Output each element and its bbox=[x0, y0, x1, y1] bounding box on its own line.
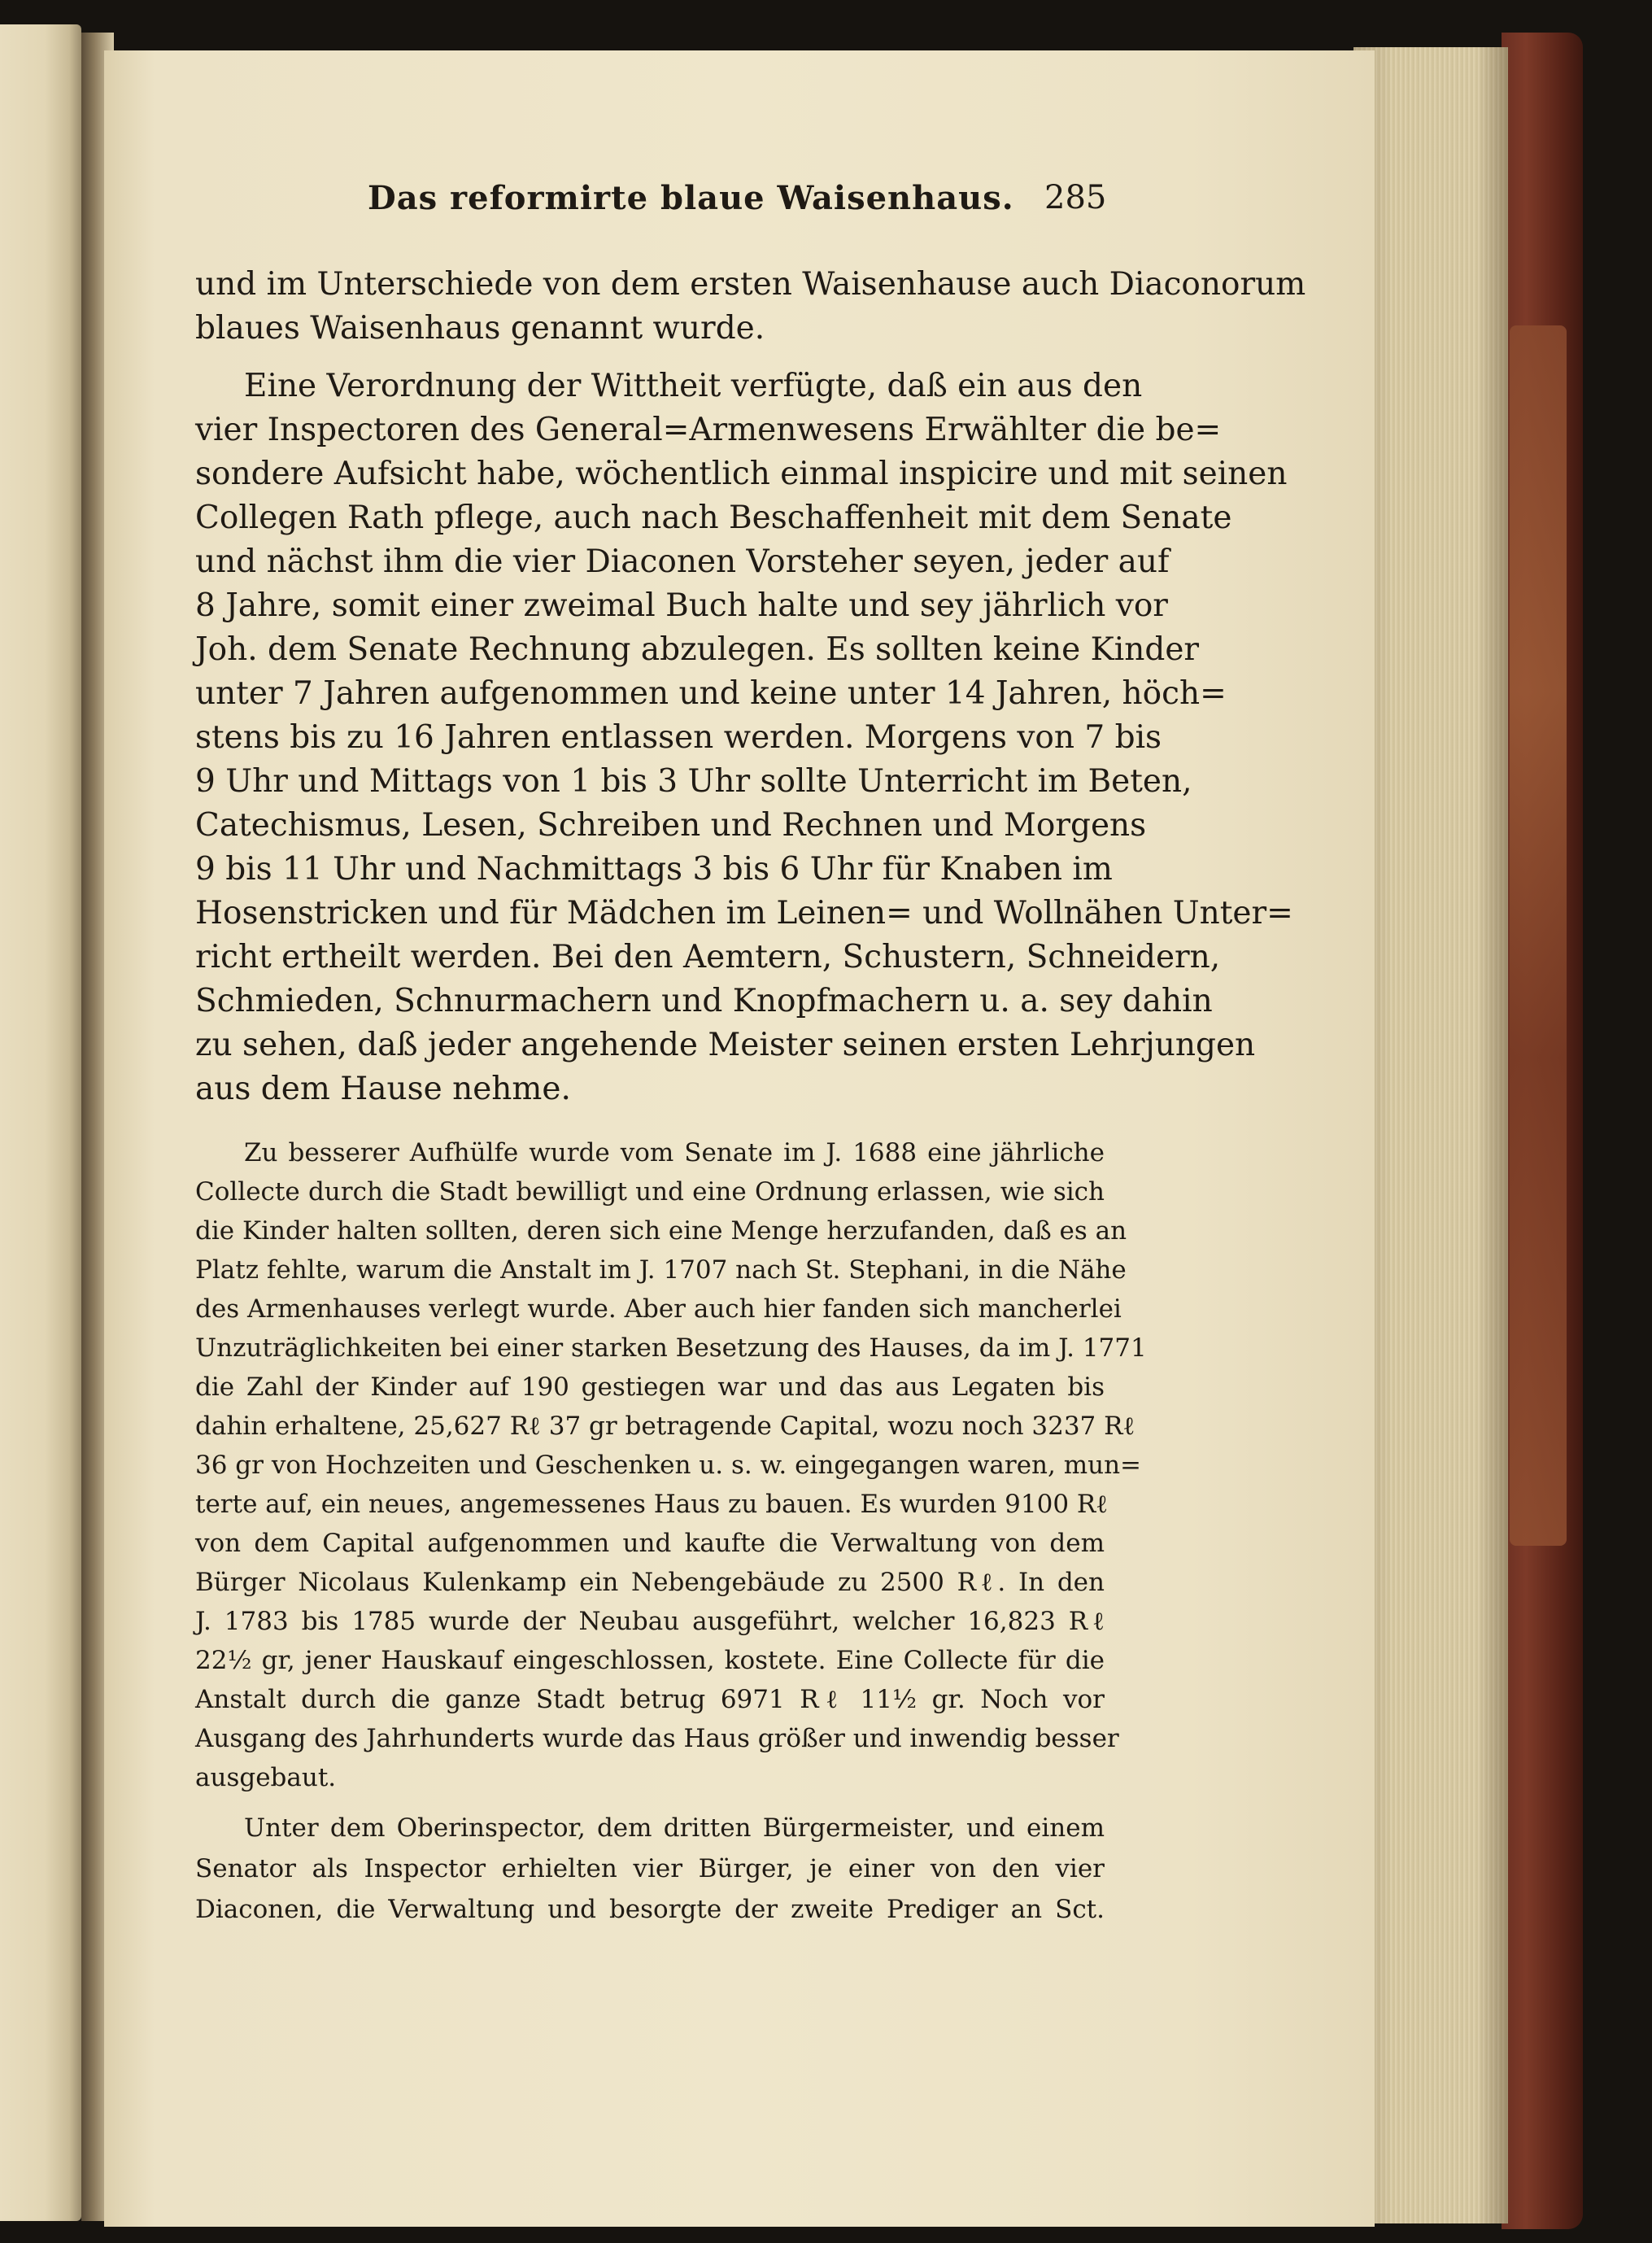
small-print-line: Platz fehlte, warum die Anstalt im J. 1707 nach St. Stephani, in die Nähe bbox=[195, 1255, 1127, 1285]
small-print-line: 22½ gr, jener Hauskauf eingeschlossen, kostete. Eine Collecte für die bbox=[195, 1646, 1105, 1675]
small-print-line: die Kinder halten sollten, deren sich eine Menge herzufanden, daß es an bbox=[195, 1216, 1127, 1246]
body-line: und im Unterschiede von dem ersten Waisenhause auch Diaconorum bbox=[195, 266, 1306, 303]
facing-page-edge bbox=[0, 24, 81, 2221]
small-print-line: des Armenhauses verlegt wurde. Aber auch hier fanden sich mancherlei bbox=[195, 1294, 1122, 1324]
body-line: 9 bis 11 Uhr und Nachmittags 3 bis 6 Uhr für Knaben im bbox=[195, 851, 1113, 888]
body-line: unter 7 Jahren aufgenommen und keine unter 14 Jahren, höch= bbox=[195, 675, 1227, 712]
body-line: 9 Uhr und Mittags von 1 bis 3 Uhr sollte Unterricht im Beten, bbox=[195, 763, 1192, 800]
body-line: Hosenstricken und für Mädchen im Leinen= und Wollnähen Unter= bbox=[195, 895, 1293, 932]
body-line: und nächst ihm die vier Diaconen Vorsteher seyen, jeder auf bbox=[195, 543, 1170, 580]
body-line: blaues Waisenhaus genannt wurde. bbox=[195, 310, 765, 347]
body-line: richt ertheilt werden. Bei den Aemtern, Schustern, Schneidern, bbox=[195, 939, 1221, 975]
running-header-title: Das reformirte blaue Waisenhaus. bbox=[368, 179, 1014, 217]
small-print-line: J. 1783 bis 1785 wurde der Neubau ausgeführt, welcher 16,823 Rℓ bbox=[195, 1607, 1105, 1636]
body-line: Catechismus, Lesen, Schreiben und Rechnen und Morgens bbox=[195, 807, 1147, 844]
small-print-line: dahin erhaltene, 25,627 Rℓ 37 gr betragende Capital, wozu noch 3237 Rℓ bbox=[195, 1412, 1135, 1441]
small-print-line: ausgebaut. bbox=[195, 1763, 337, 1792]
body-line: Eine Verordnung der Wittheit verfügte, daß ein aus den bbox=[244, 368, 1143, 404]
body-line: aus dem Hause nehme. bbox=[195, 1071, 571, 1107]
body-line: sondere Aufsicht habe, wöchentlich einmal inspicire und mit seinen bbox=[195, 456, 1288, 492]
small-print-line: Anstalt durch die ganze Stadt betrug 6971 Rℓ 11½ gr. Noch vor bbox=[195, 1685, 1105, 1714]
small-print-line: Senator als Inspector erhielten vier Bürger, je einer von den vier bbox=[195, 1854, 1105, 1883]
small-print-line: von dem Capital aufgenommen und kaufte die Verwaltung von dem bbox=[195, 1529, 1105, 1558]
small-print-line: terte auf, ein neues, angemessenes Haus zu bauen. Es wurden 9100 Rℓ bbox=[195, 1490, 1109, 1519]
small-print-line: Zu besserer Aufhülfe wurde vom Senate im J. 1688 eine jährliche bbox=[244, 1138, 1105, 1167]
body-line: 8 Jahre, somit einer zweimal Buch halte und sey jährlich vor bbox=[195, 587, 1168, 624]
body-line: Schmieden, Schnurmachern und Knopfmachern u. a. sey dahin bbox=[195, 983, 1213, 1019]
small-print-line: Unter dem Oberinspector, dem dritten Bürgermeister, und einem bbox=[244, 1813, 1105, 1843]
body-line: stens bis zu 16 Jahren entlassen werden. Morgens von 7 bis bbox=[195, 719, 1162, 756]
cover-worn-patch bbox=[1510, 325, 1567, 1546]
small-print-line: Collecte durch die Stadt bewilligt und eine Ordnung erlassen, wie sich bbox=[195, 1177, 1105, 1207]
body-line: Collegen Rath pflege, auch nach Beschaffenheit mit dem Senate bbox=[195, 500, 1232, 536]
body-line: Joh. dem Senate Rechnung abzulegen. Es sollten keine Kinder bbox=[195, 631, 1200, 668]
page-number: 285 bbox=[1044, 179, 1107, 216]
small-print-line: Diaconen, die Verwaltung und besorgte der zweite Prediger an Sct. bbox=[195, 1895, 1105, 1924]
small-print-line: die Zahl der Kinder auf 190 gestiegen war und das aus Legaten bis bbox=[195, 1372, 1105, 1402]
body-line: vier Inspectoren des General=Armenwesens Erwählter die be= bbox=[195, 412, 1222, 448]
small-print-line: Bürger Nicolaus Kulenkamp ein Nebengebäude zu 2500 Rℓ. In den bbox=[195, 1568, 1105, 1597]
small-print-line: 36 gr von Hochzeiten und Geschenken u. s. w. eingegangen waren, mun= bbox=[195, 1451, 1142, 1480]
small-print-line: Ausgang des Jahrhunderts wurde das Haus größer und inwendig besser bbox=[195, 1724, 1119, 1753]
page-block-shade bbox=[1353, 47, 1508, 2223]
body-line: zu sehen, daß jeder angehende Meister seinen ersten Lehrjungen bbox=[195, 1027, 1256, 1063]
small-print-line: Unzuträglichkeiten bei einer starken Besetzung des Hauses, da im J. 1771 bbox=[195, 1333, 1147, 1363]
